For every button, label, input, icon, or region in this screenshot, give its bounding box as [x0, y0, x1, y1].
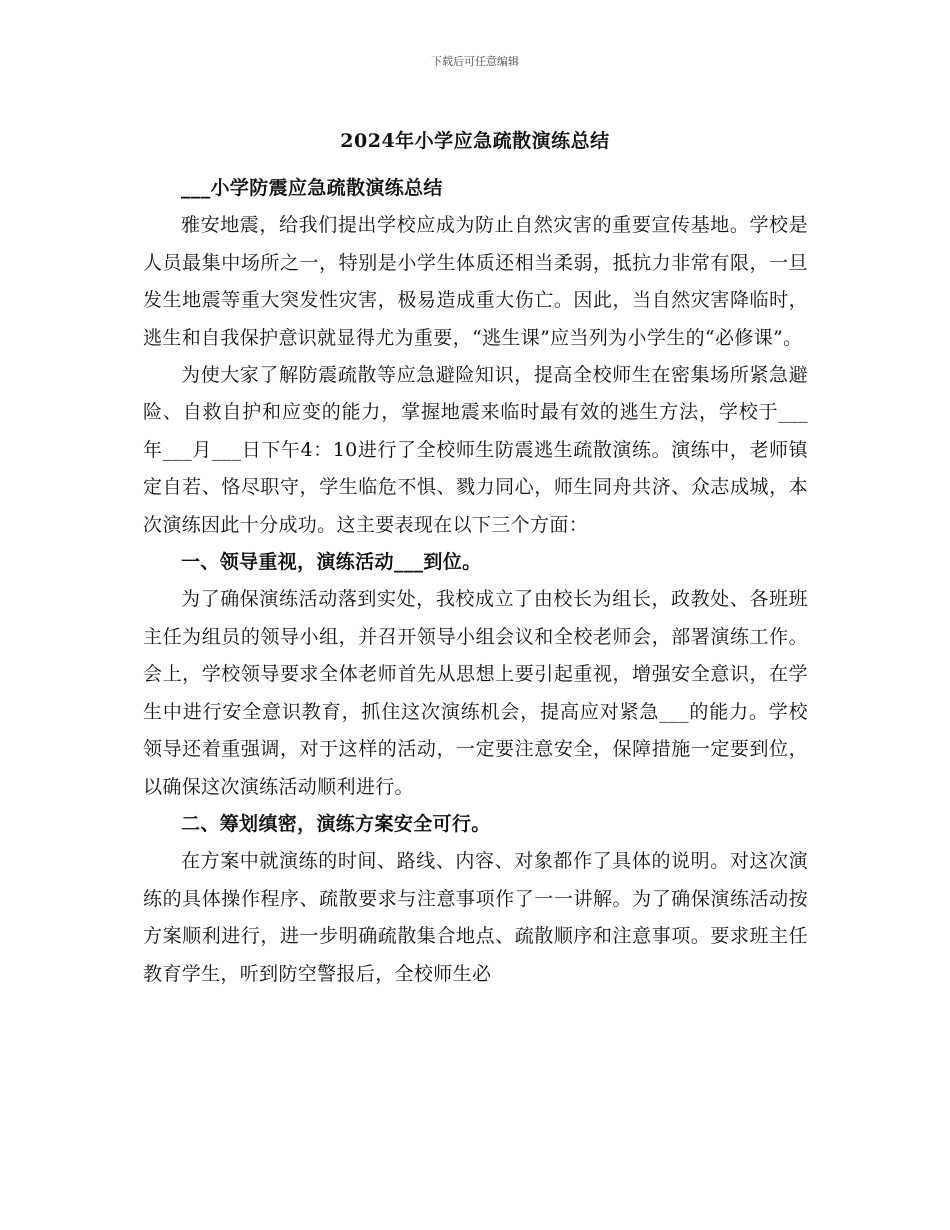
paragraph-intro: 雅安地震，给我们提出学校应成为防止自然灾害的重要宣传基地。学校是人员最集中场所之一，特别是小学生体质还相当柔弱，抵抗力非常有限，一旦发生地震等重大突发性灾害，极易造成重大伤亡。因此，当自然灾害降临时，逃生和自我保护意识就显得尤为重要，“逃生课”应当列为小学生的“必修课”。	[143, 214, 808, 349]
page-header-note: 下载后可任意编辑	[431, 55, 519, 68]
section-heading-school-drill: ___小学防震应急疏散演练总结	[181, 177, 443, 199]
section-heading-planning: 二、筹划缜密，演练方案安全可行。	[181, 812, 491, 835]
paragraph-leadership: 为了确保演练活动落到实处，我校成立了由校长为组长，政教处、各班班主任为组员的领导小组，并召开领导小组会议和全校老师会，部署演练工作。会上，学校领导要求全体老师首先从思想上要引起重视，增强安全意识，在学生中进行安全意识教育，抓住这次演练机会，提高应对紧急___的能力。学校领导还着重强调，对于这样的活动，一定要注意安全，保障措施一定要到位，以确保这次演练活动顺利进行。	[143, 588, 808, 798]
section-heading-leadership: 一、领导重视，演练活动___到位。	[181, 551, 482, 574]
document-body	[143, 170, 808, 993]
paragraph-drill-overview: 为使大家了解防震疏散等应急避险知识，提高全校师生在密集场所紧急避险、自救自护和应变的能力，掌握地震来临时最有效的逃生方法，学校于___年___月___日下午4：10进行了全校师生防震逃生疏散演练。演练中，老师镇定自若、恪尽职守，学生临危不惧、戮力同心，师生同舟共济、众志成城，本次演练因此十分成功。这主要表现在以下三个方面：	[143, 364, 808, 536]
document-title: 2024年小学应急疏散演练总结	[340, 130, 610, 152]
paragraph-planning: 在方案中就演练的时间、路线、内容、对象都作了具体的说明。对这次演练的具体操作程序、疏散要求与注意事项作了一一讲解。为了确保演练活动按方案顺利进行，进一步明确疏散集合地点、疏散顺序和注意事项。要求班主任教育学生，听到防空警报后，全校师生必	[143, 850, 808, 985]
